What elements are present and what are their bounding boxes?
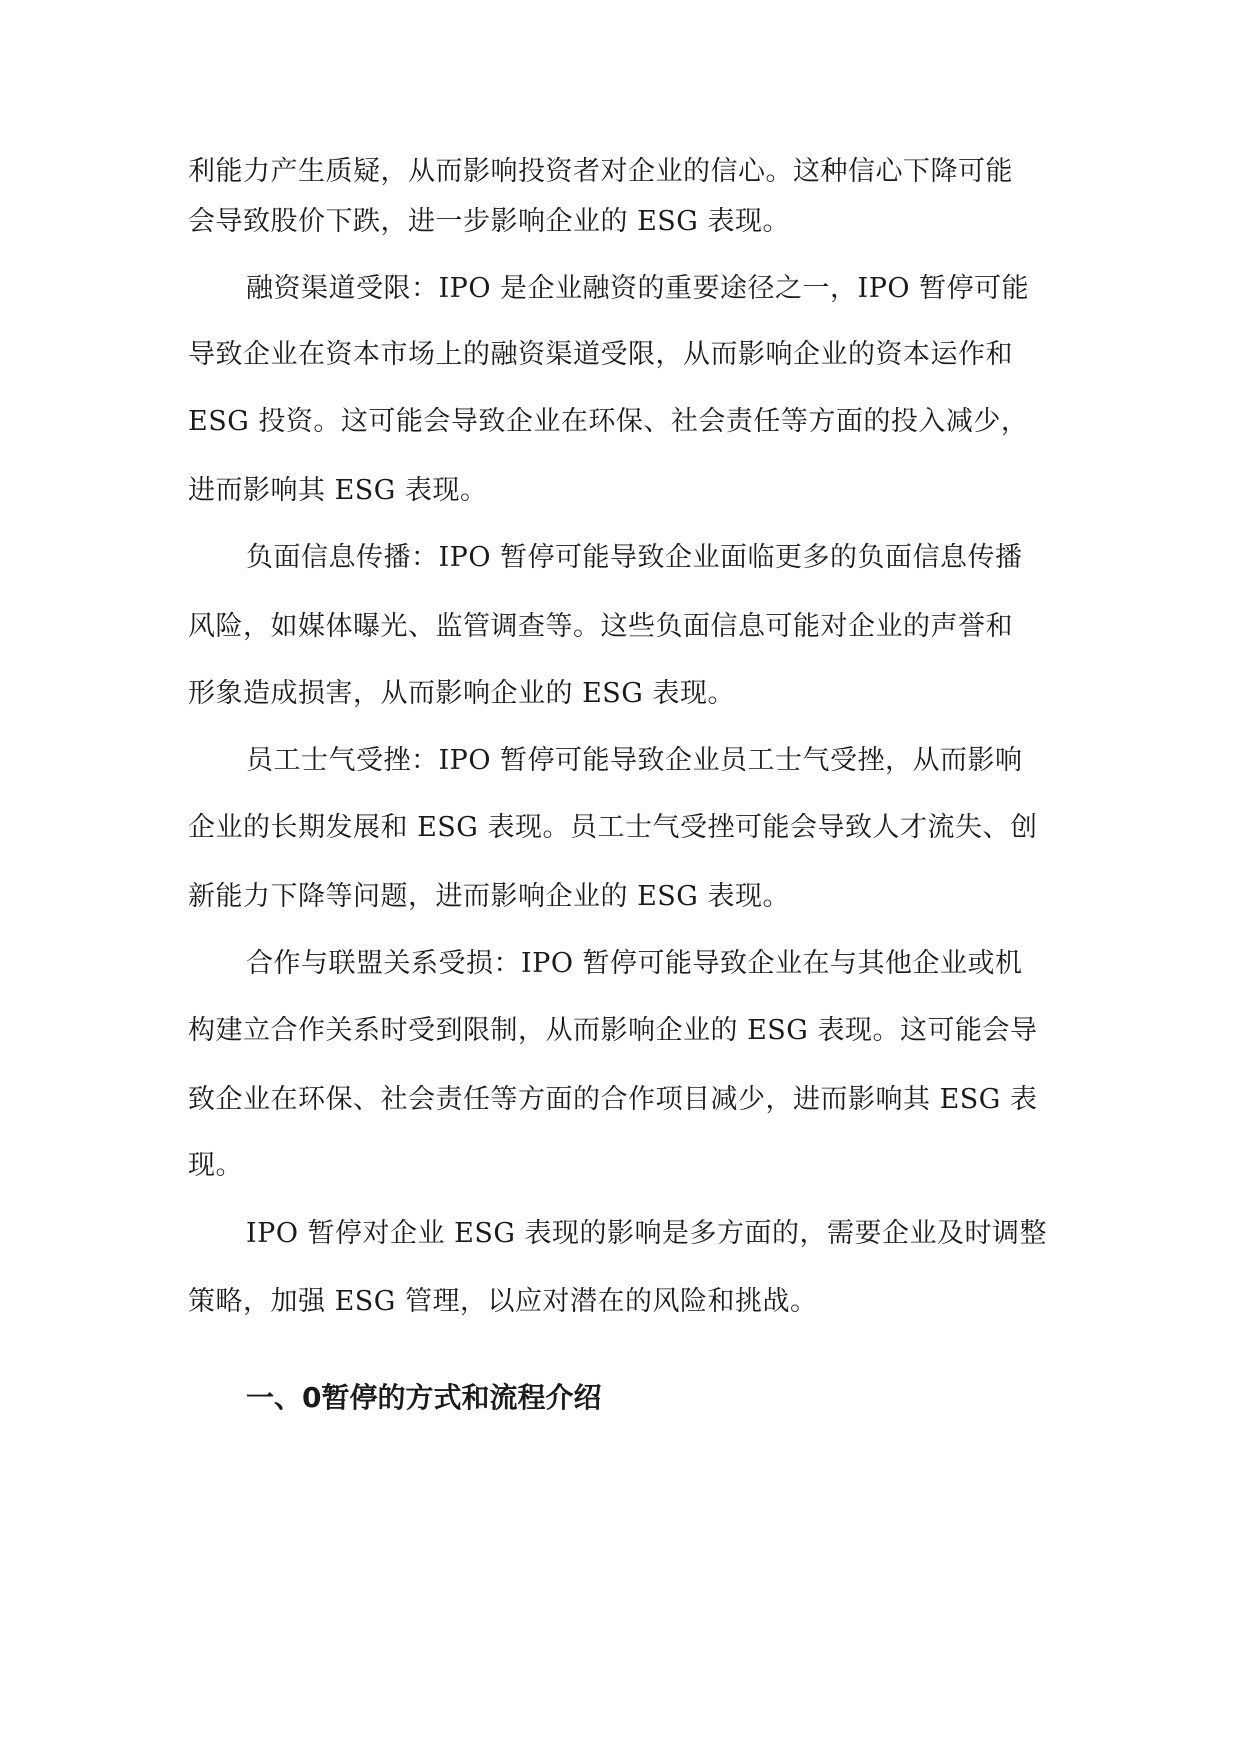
- paragraph-first-line: 合作与联盟关系受损：IPO 暂停可能导致企业在与其他企业或机: [246, 948, 1023, 979]
- paragraph-first-line: 员工士气受挫：IPO 暂停可能导致企业员工士气受挫，从而影响: [246, 745, 1023, 776]
- paragraph-first-line: IPO 暂停对企业 ESG 表现的影响是多方面的，需要企业及时调整: [246, 1218, 1047, 1249]
- text-line: 构建立合作关系时受到限制，从而影响企业的 ESG 表现。这可能会导: [188, 1015, 1038, 1046]
- text-line: 致企业在环保、社会责任等方面的合作项目减少，进而影响其 ESG 表: [188, 1084, 1038, 1115]
- text-line: 现。: [188, 1150, 243, 1181]
- text-line: 导致企业在资本市场上的融资渠道受限，从而影响企业的资本运作和: [188, 339, 1013, 370]
- text-line: 企业的长期发展和 ESG 表现。员工士气受挫可能会导致人才流失、创: [188, 812, 1038, 843]
- paragraph-first-line: 融资渠道受限：IPO 是企业融资的重要途径之一，IPO 暂停可能: [246, 273, 1030, 304]
- text-line: ESG 投资。这可能会导致企业在环保、社会责任等方面的投入减少，: [188, 406, 1029, 437]
- text-line: 风险，如媒体曝光、监管调查等。这些负面信息可能对企业的声誉和: [188, 611, 1013, 642]
- text-line: 进而影响其 ESG 表现。: [188, 475, 488, 506]
- section-heading: 一、0暂停的方式和流程介绍: [246, 1381, 602, 1414]
- text-line: 策略，加强 ESG 管理，以应对潜在的风险和挑战。: [188, 1286, 818, 1317]
- paragraph-first-line: 负面信息传播：IPO 暂停可能导致企业面临更多的负面信息传播: [246, 542, 1023, 573]
- text-line: 形象造成损害，从而影响企业的 ESG 表现。: [188, 678, 735, 709]
- text-line: 新能力下降等问题，进而影响企业的 ESG 表现。: [188, 881, 790, 912]
- text-line: 会导致股价下跌，进一步影响企业的 ESG 表现。: [188, 206, 790, 237]
- text-line: 利能力产生质疑，从而影响投资者对企业的信心。这种信心下降可能: [188, 156, 1013, 187]
